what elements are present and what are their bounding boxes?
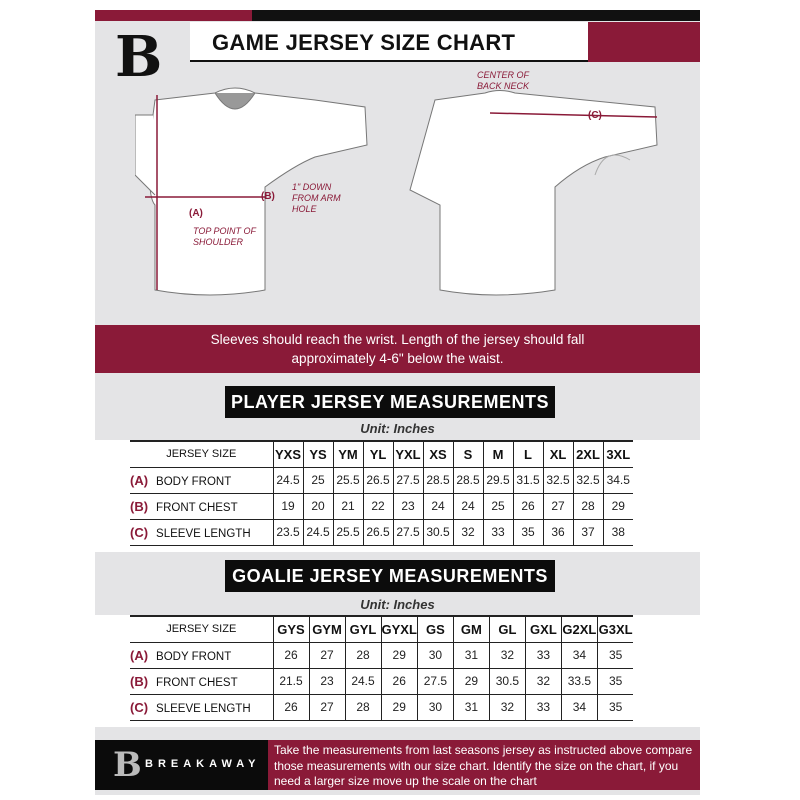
- measurement-value: 33: [525, 694, 561, 720]
- size-column-header: YM: [333, 441, 363, 467]
- measurement-value: 28: [573, 493, 603, 519]
- measurement-value: 27: [309, 694, 345, 720]
- measurement-value: 34: [561, 694, 597, 720]
- measurement-value: 25.5: [333, 519, 363, 545]
- measurement-value: 33.5: [561, 668, 597, 694]
- measurement-code: (A): [130, 472, 149, 488]
- footer-brand-name: BREAKAWAY: [145, 758, 261, 770]
- measurement-value: 28.5: [423, 467, 453, 493]
- size-column-header: GXL: [525, 616, 561, 642]
- measurement-value: 24: [423, 493, 453, 519]
- measurement-value: 26: [273, 694, 309, 720]
- player-section-title: PLAYER JERSEY MEASUREMENTS: [225, 386, 555, 418]
- measurement-value: 34: [561, 642, 597, 668]
- label-c-note: CENTER OF BACK NECK: [477, 70, 530, 91]
- fit-instructions-banner: [95, 325, 700, 373]
- top-dark-bar: [252, 10, 700, 21]
- goalie-section-title: GOALIE JERSEY MEASUREMENTS: [225, 560, 555, 592]
- measurement-value: 26.5: [363, 519, 393, 545]
- measurement-value: 29: [453, 668, 489, 694]
- jersey-diagram: [135, 85, 700, 300]
- size-column-header: M: [483, 441, 513, 467]
- label-c: (C): [588, 110, 602, 121]
- size-column-header: G3XL: [597, 616, 633, 642]
- player-size-table: [130, 440, 633, 546]
- label-b: (B): [261, 191, 275, 202]
- measurement-value: 23: [393, 493, 423, 519]
- banner-line-1: Sleeves should reach the wrist. Length of the jersey should fall: [210, 332, 585, 347]
- measurement-value: 35: [597, 694, 633, 720]
- top-accent-bar: [95, 10, 252, 21]
- measurement-label: [130, 467, 273, 493]
- size-chart-page: [95, 10, 700, 795]
- measurement-value: 23: [309, 668, 345, 694]
- measurement-value: 23.5: [273, 519, 303, 545]
- measurement-label: [130, 694, 273, 720]
- measurement-label: [130, 493, 273, 519]
- measurement-value: 33: [483, 519, 513, 545]
- size-column-header: L: [513, 441, 543, 467]
- footer-note: Take the measurements from last seasons jersey as instructed above compare those measurements with our size chart. Identify the size on the chart, if you need a larger size move up the scale on the chart: [268, 740, 700, 790]
- measurement-name: FRONT CHEST: [156, 676, 238, 689]
- page-title: GAME JERSEY SIZE CHART: [212, 30, 516, 55]
- measurement-value: 38: [603, 519, 633, 545]
- size-column-header: GL: [489, 616, 525, 642]
- size-column-header: YS: [303, 441, 333, 467]
- measurement-value: 33: [525, 642, 561, 668]
- measurement-code: (B): [130, 673, 149, 689]
- measurement-value: 30.5: [489, 668, 525, 694]
- measurement-value: 24.5: [273, 467, 303, 493]
- measurement-label: [130, 519, 273, 545]
- size-column-header: 3XL: [603, 441, 633, 467]
- measurement-value: 35: [597, 668, 633, 694]
- size-column-header: GM: [453, 616, 489, 642]
- measurement-value: 26: [273, 642, 309, 668]
- measurement-label: [130, 668, 273, 694]
- title-accent-block: [588, 22, 700, 62]
- table-row: [130, 493, 633, 519]
- measurement-name: BODY FRONT: [156, 650, 232, 663]
- measurement-value: 29: [381, 642, 417, 668]
- measurement-value: 32.5: [543, 467, 573, 493]
- measurement-value: 31: [453, 694, 489, 720]
- back-jersey-drawing: [410, 91, 657, 296]
- measurement-value: 26: [513, 493, 543, 519]
- title-box: [190, 22, 588, 62]
- measurement-value: 25: [303, 467, 333, 493]
- label-a-note: TOP POINT OF SHOULDER: [193, 226, 256, 247]
- size-column-header: GYM: [309, 616, 345, 642]
- measurement-value: 26: [381, 668, 417, 694]
- measurement-value: 26.5: [363, 467, 393, 493]
- measurement-value: 19: [273, 493, 303, 519]
- measurement-value: 35: [513, 519, 543, 545]
- measurement-value: 35: [597, 642, 633, 668]
- size-column-header: YL: [363, 441, 393, 467]
- size-column-header: GYL: [345, 616, 381, 642]
- size-column-header: 2XL: [573, 441, 603, 467]
- measurement-value: 37: [573, 519, 603, 545]
- measurement-value: 32.5: [573, 467, 603, 493]
- measurement-value: 32: [525, 668, 561, 694]
- measurement-value: 31.5: [513, 467, 543, 493]
- player-table-band: [95, 440, 700, 552]
- measurement-value: 32: [489, 694, 525, 720]
- table-row: [130, 668, 633, 694]
- measurement-value: 22: [363, 493, 393, 519]
- measurement-value: 27.5: [417, 668, 453, 694]
- measurement-value: 32: [489, 642, 525, 668]
- measurement-value: 24: [453, 493, 483, 519]
- size-column-header: GYXL: [381, 616, 417, 642]
- measurement-value: 25: [483, 493, 513, 519]
- jersey-size-header: JERSEY SIZE: [166, 623, 237, 636]
- measurement-value: 27.5: [393, 467, 423, 493]
- measurement-code: (C): [130, 699, 149, 715]
- measurement-value: 32: [453, 519, 483, 545]
- measurement-value: 29.5: [483, 467, 513, 493]
- measurement-value: 21: [333, 493, 363, 519]
- measurement-code: (A): [130, 647, 149, 663]
- measurement-value: 24.5: [303, 519, 333, 545]
- table-row: [130, 467, 633, 493]
- measurement-value: 30: [417, 694, 453, 720]
- size-column-header: GYS: [273, 616, 309, 642]
- measurement-value: 28: [345, 642, 381, 668]
- table-row: [130, 694, 633, 720]
- size-column-header: G2XL: [561, 616, 597, 642]
- jersey-size-header: JERSEY SIZE: [166, 448, 237, 461]
- measurement-label: [130, 642, 273, 668]
- table-row: [130, 519, 633, 545]
- size-column-header: XS: [423, 441, 453, 467]
- measurement-name: SLEEVE LENGTH: [156, 527, 251, 540]
- measurement-value: 21.5: [273, 668, 309, 694]
- measurement-value: 30.5: [423, 519, 453, 545]
- size-column-header: YXL: [393, 441, 423, 467]
- banner-line-2: approximately 4-6" below the waist.: [291, 351, 504, 366]
- measurement-value: 31: [453, 642, 489, 668]
- measurement-value: 29: [603, 493, 633, 519]
- measurement-value: 29: [381, 694, 417, 720]
- size-column-header: GS: [417, 616, 453, 642]
- label-b-note: 1" DOWN FROM ARM HOLE: [292, 182, 341, 214]
- table-header-row: [130, 441, 633, 467]
- measurement-value: 28.5: [453, 467, 483, 493]
- label-a: (A): [189, 208, 203, 219]
- measurement-value: 30: [417, 642, 453, 668]
- table-header-row: [130, 616, 633, 642]
- measurement-value: 27.5: [393, 519, 423, 545]
- measurement-code: (B): [130, 498, 149, 514]
- measurement-code: (C): [130, 524, 149, 540]
- size-column-header: YXS: [273, 441, 303, 467]
- goalie-table-band: [95, 615, 700, 727]
- size-column-header: S: [453, 441, 483, 467]
- measurement-value: 27: [309, 642, 345, 668]
- table-row: [130, 642, 633, 668]
- footer-logo: B: [113, 745, 142, 785]
- measurement-name: FRONT CHEST: [156, 501, 238, 514]
- breakaway-logo: B: [115, 24, 163, 90]
- measurement-value: 27: [543, 493, 573, 519]
- measurement-value: 34.5: [603, 467, 633, 493]
- measurement-value: 28: [345, 694, 381, 720]
- measurement-value: 20: [303, 493, 333, 519]
- measurement-value: 24.5: [345, 668, 381, 694]
- size-column-header: XL: [543, 441, 573, 467]
- goalie-unit: Unit: Inches: [360, 597, 435, 612]
- measurement-name: BODY FRONT: [156, 475, 232, 488]
- goalie-size-table: [130, 615, 633, 721]
- measurement-value: 25.5: [333, 467, 363, 493]
- measurement-name: SLEEVE LENGTH: [156, 702, 251, 715]
- measurement-value: 36: [543, 519, 573, 545]
- player-unit: Unit: Inches: [360, 421, 435, 436]
